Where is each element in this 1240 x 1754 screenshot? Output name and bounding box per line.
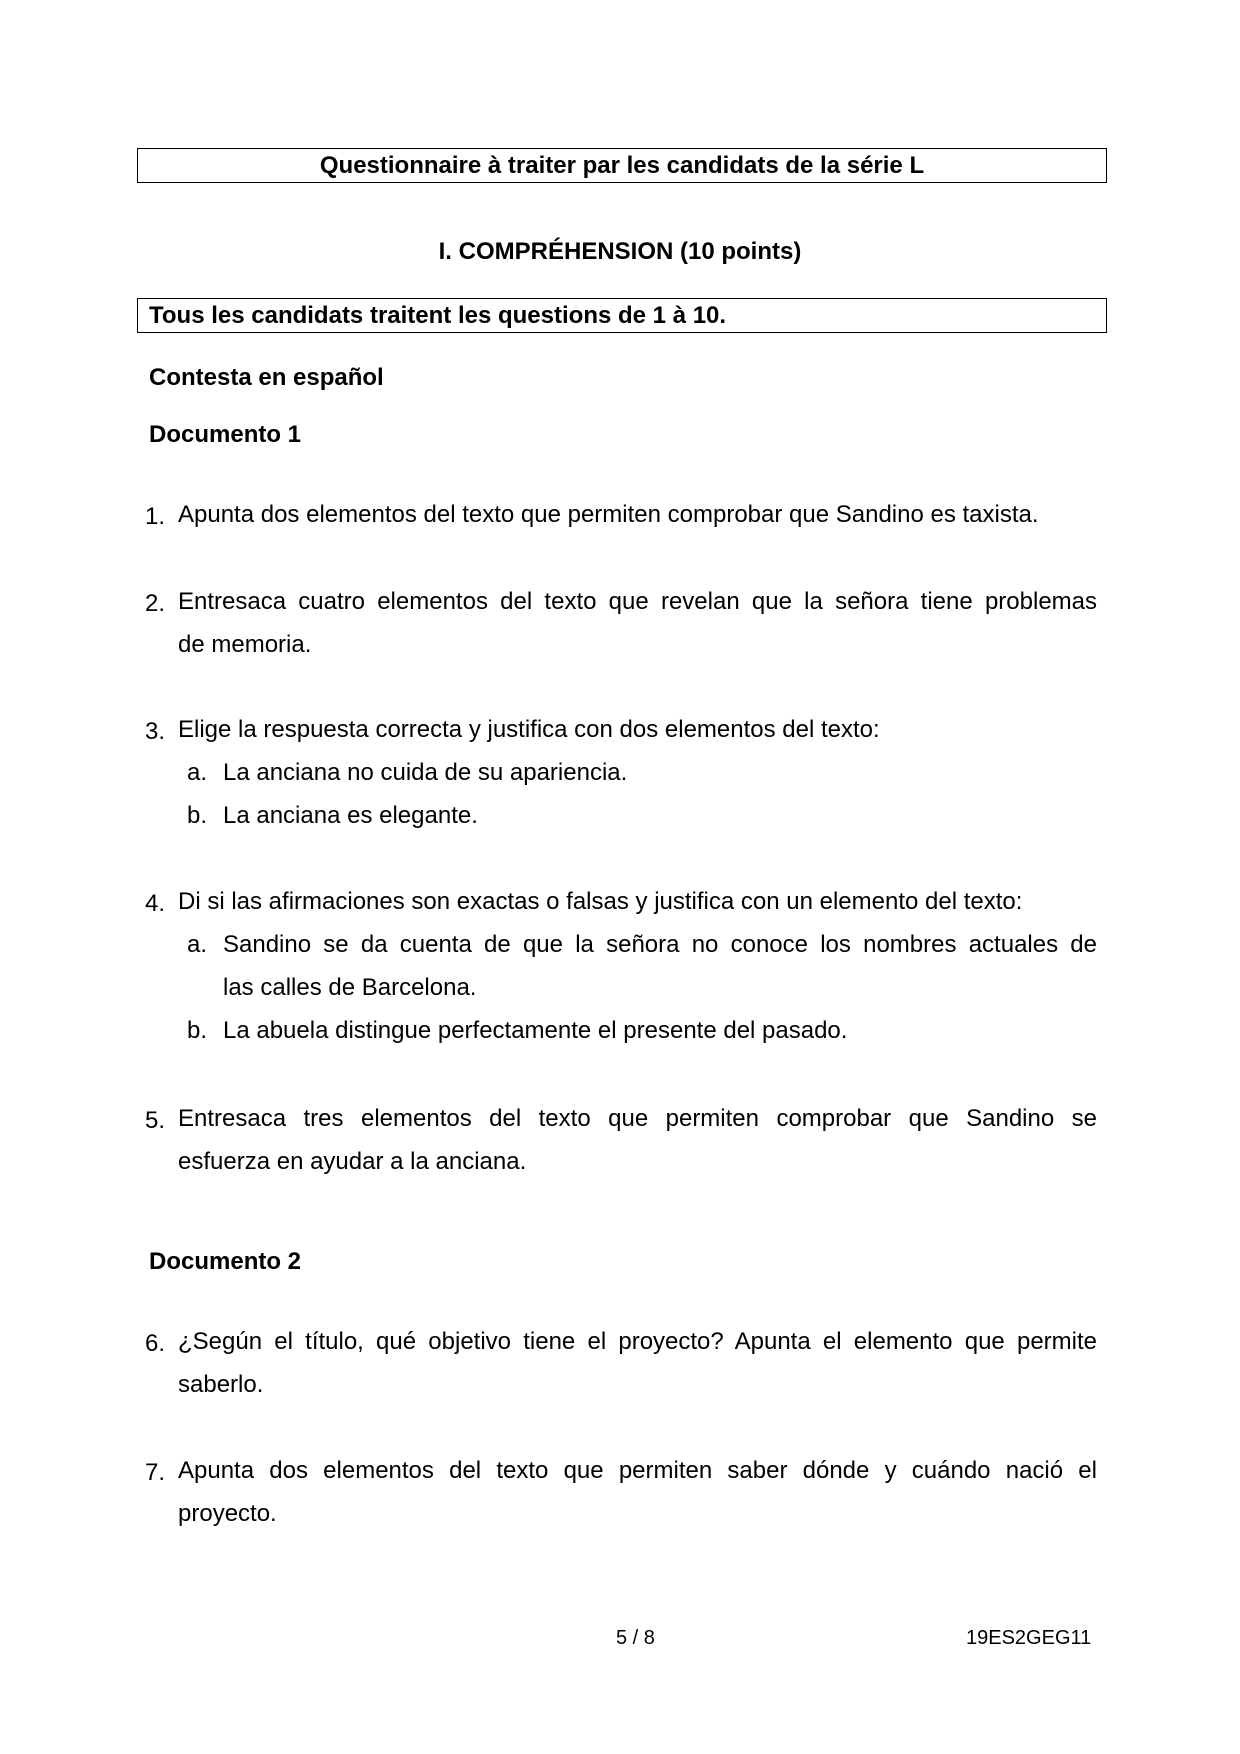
question-text-line-1: Entresaca cuatro elementos del texto que revelan que la señora tiene problemas <box>178 588 1097 615</box>
option-text-line-1: Sandino se da cuenta de que la señora no conoce los nombres actuales de <box>223 931 1097 958</box>
option-a <box>187 923 1097 1009</box>
document-code: 19ES2GEG11 <box>966 1627 1092 1649</box>
question-text: Di si las afirmaciones son exactas o falsas y justifica con un elemento del texto: <box>178 888 1023 915</box>
option-a <box>187 751 1097 794</box>
question-text: Elige la respuesta correcta y justifica con dos elementos del texto: <box>178 716 880 743</box>
question-5 <box>137 1107 1097 1183</box>
page-number: 5 / 8 <box>616 1627 655 1649</box>
documento-1-heading: Documento 1 <box>149 421 302 448</box>
question-3 <box>137 718 1097 837</box>
question-number: 7. <box>144 1459 165 1486</box>
question-number: 1. <box>144 503 165 530</box>
question-text-line-1: ¿Según el título, qué objetivo tiene el proyecto? Apunta el elemento que permite <box>178 1328 1097 1355</box>
contesta-heading: Contesta en español <box>149 364 384 391</box>
option-text-line-2: las calles de Barcelona. <box>223 974 477 1001</box>
question-1 <box>137 503 1097 536</box>
question-text-line-2: esfuerza en ayudar a la anciana. <box>178 1148 527 1175</box>
question-4 <box>137 890 1097 1052</box>
option-b <box>187 794 1097 837</box>
option-letter: b. <box>187 802 208 829</box>
section-title: I. COMPRÉHENSION (10 points) <box>438 238 802 265</box>
option-letter: b. <box>187 1017 208 1044</box>
question-number: 6. <box>144 1330 165 1357</box>
option-letter: a. <box>187 931 208 958</box>
question-2 <box>137 590 1097 666</box>
option-text: La anciana no cuida de su apariencia. <box>223 759 628 786</box>
question-number: 5. <box>144 1107 165 1134</box>
question-text-line-1: Entresaca tres elementos del texto que permiten comprobar que Sandino se <box>178 1105 1097 1132</box>
question-text-line-2: de memoria. <box>178 631 312 658</box>
question-text-line-2: proyecto. <box>178 1500 277 1527</box>
questionnaire-title-box <box>137 148 1107 183</box>
question-number: 2. <box>144 590 165 617</box>
question-6 <box>137 1330 1097 1406</box>
question-number: 4. <box>144 890 165 917</box>
question-7 <box>137 1459 1097 1535</box>
questionnaire-title: Questionnaire à traiter par les candidats de la série L <box>319 152 925 179</box>
question-text: Apunta dos elementos del texto que permiten comprobar que Sandino es taxista. <box>178 501 1039 528</box>
question-text-line-2: saberlo. <box>178 1371 264 1398</box>
question-number: 3. <box>144 718 165 745</box>
documento-2-heading: Documento 2 <box>149 1248 302 1275</box>
instruction-text: Tous les candidats traitent les questions de 1 à 10. <box>149 302 727 329</box>
option-text: La anciana es elegante. <box>223 802 478 829</box>
option-text: La abuela distingue perfectamente el presente del pasado. <box>223 1017 848 1044</box>
option-letter: a. <box>187 759 208 786</box>
question-text-line-1: Apunta dos elementos del texto que permiten saber dónde y cuándo nació el <box>178 1457 1097 1484</box>
instruction-box <box>137 298 1107 333</box>
option-b <box>187 1009 1097 1052</box>
